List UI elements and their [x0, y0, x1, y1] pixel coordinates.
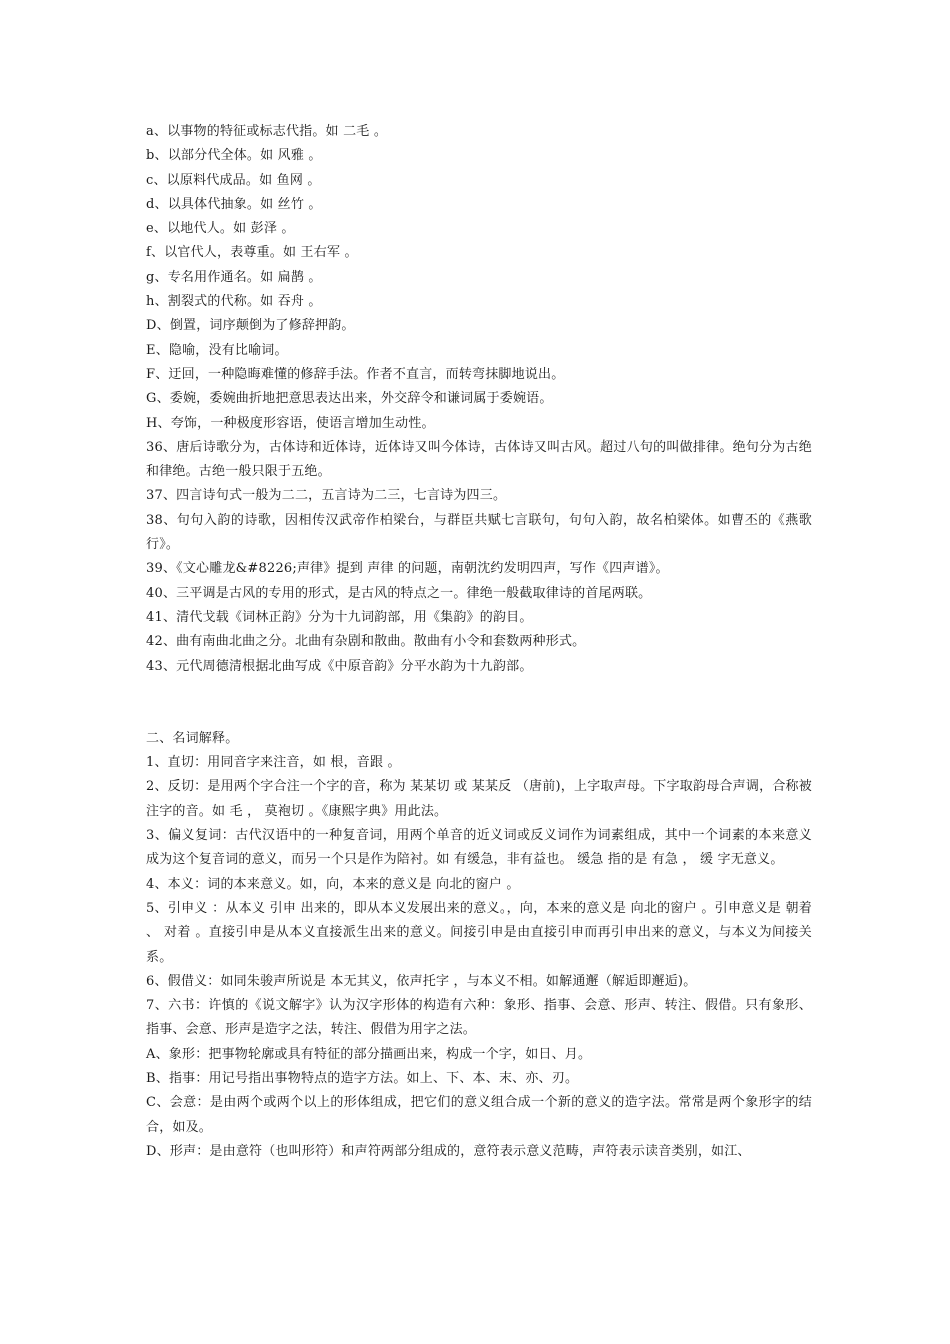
paragraph: D、倒置，词序颠倒为了修辞押韵。 [146, 318, 355, 334]
section-spacer [146, 679, 812, 727]
paragraph: 37、四言诗句式一般为二二，五言诗为二三，七言诗为四三。 [146, 488, 507, 504]
paragraph: 6、假借义：如同朱骏声所说是 本无其义，依声托字 ，与本义不相。如解通邂（解逅即邂逅)。 [146, 973, 697, 989]
paragraph: E、隐喻，没有比喻词。 [146, 342, 288, 358]
paragraph: a、以事物的特征或标志代指。如 二毛 。 [146, 124, 388, 139]
paragraph: C、会意：是由两个或两个以上的形体组成，把它们的意义组合成一个新的意义的造字法。常常是两个象形字的结合，如及。 [146, 1095, 812, 1135]
section-heading: 二、名词解释。 [146, 730, 239, 746]
paragraph: 36、唐后诗歌分为，古体诗和近体诗，近体诗又叫今体诗，古体诗又叫古风。超过八句的叫做排律。绝句分为古绝和律绝。古绝一般只限于五绝。 [146, 439, 812, 480]
paragraph: 41、清代戈载《词林正韵》分为十九词韵部，用《集韵》的韵目。 [146, 609, 533, 625]
paragraph: 39、《文心雕龙&#8226;声律》提到 声律 的问题，南朝沈约发明四声，写作《四声谱》。 [146, 561, 669, 577]
paragraph: g、专名用作通名。如 扁鹊 。 [146, 269, 322, 285]
document-body [146, 120, 812, 1164]
paragraph: B、指事：用记号指出事物特点的造字方法。如上、下、本、末、亦、刃。 [146, 1070, 579, 1086]
paragraph: 42、曲有南曲北曲之分。北曲有杂剧和散曲。散曲有小令和套数两种形式。 [146, 634, 586, 650]
section-terms [146, 727, 812, 1164]
paragraph: e、以地代人。如 彭泽 。 [146, 221, 295, 237]
paragraph: 1、直切：用同音字来注音，如 根，音跟 。 [146, 755, 401, 771]
paragraph: 2、反切：是用两个字合注一个字的音，称为 某某切 或 某某反 （唐前)，上字取声母。下字取韵母合声调，合称被注字的音。如 毛 ， 莫袍切 。《康熙字典》用此法。 [146, 779, 812, 819]
paragraph: 38、句句入韵的诗歌，因相传汉武帝作柏梁台，与群臣共赋七言联句，句句入韵，故名柏梁体。如曹丕的《燕歌行》。 [146, 512, 812, 553]
paragraph: 7、六书：许慎的《说文解字》认为汉字形体的构造有六种：象形、指事、会意、形声、转注、假借。只有象形、指事、会意、形声是造字之法，转注、假借为用字之法。 [146, 998, 812, 1038]
paragraph: 3、偏义复词：古代汉语中的一种复音词，用两个单音的近义词或反义词作为词素组成，其中一个词素的本来意义成为这个复音词的意义，而另一个只是作为陪衬。如 有缓急，非有益也。 缓急 指的是 有急 ， 缓 字无意义。 [146, 828, 812, 868]
paragraph: 43、元代周德清根据北曲写成《中原音韵》分平水韵为十九韵部。 [146, 658, 533, 674]
paragraph: h、割裂式的代称。如 吞舟 。 [146, 294, 322, 310]
paragraph: b、以部分代全体。如 风雅 。 [146, 148, 322, 164]
paragraph: 40、三平调是古风的专用的形式，是古风的特点之一。律绝一般截取律诗的首尾两联。 [146, 585, 652, 601]
paragraph: G、委婉，委婉曲折地把意思表达出来，外交辞令和谦词属于委婉语。 [146, 391, 553, 407]
paragraph: 5、引申义 ：从本义 引申 出来的，即从本义发展出来的意义。，向，本来的意义是 向北的窗户 。引申意义是 朝着 、 对着 。直接引申是从本义直接派生出来的意义。间接引申是由直接引申而再引申出来的意义，与本义为间接关系。 [146, 900, 812, 965]
paragraph: F、迂回，一种隐晦难懂的修辞手法。作者不直言，而转弯抹脚地说出。 [146, 366, 565, 382]
paragraph: f、以官代人，表尊重。如 王右军 。 [146, 245, 358, 261]
paragraph: c、以原料代成品。如 鱼网 。 [146, 172, 321, 188]
paragraph: 4、本义：词的本来意义。如，向，本来的意义是 向北的窗户 。 [146, 876, 520, 892]
paragraph: D、形声：是由意符（也叫形符）和声符两部分组成的，意符表示意义范畴，声符表示读音类别，如江、 [146, 1143, 751, 1159]
paragraph: d、以具体代抽象。如 丝竹 。 [146, 196, 322, 212]
paragraph: H、夸饰，一种极度形容语，使语言增加生动性。 [146, 415, 435, 431]
section-rhetoric [146, 120, 812, 679]
paragraph: A、象形：把事物轮廓或具有特征的部分描画出来，构成一个字，如日、月。 [146, 1046, 592, 1062]
